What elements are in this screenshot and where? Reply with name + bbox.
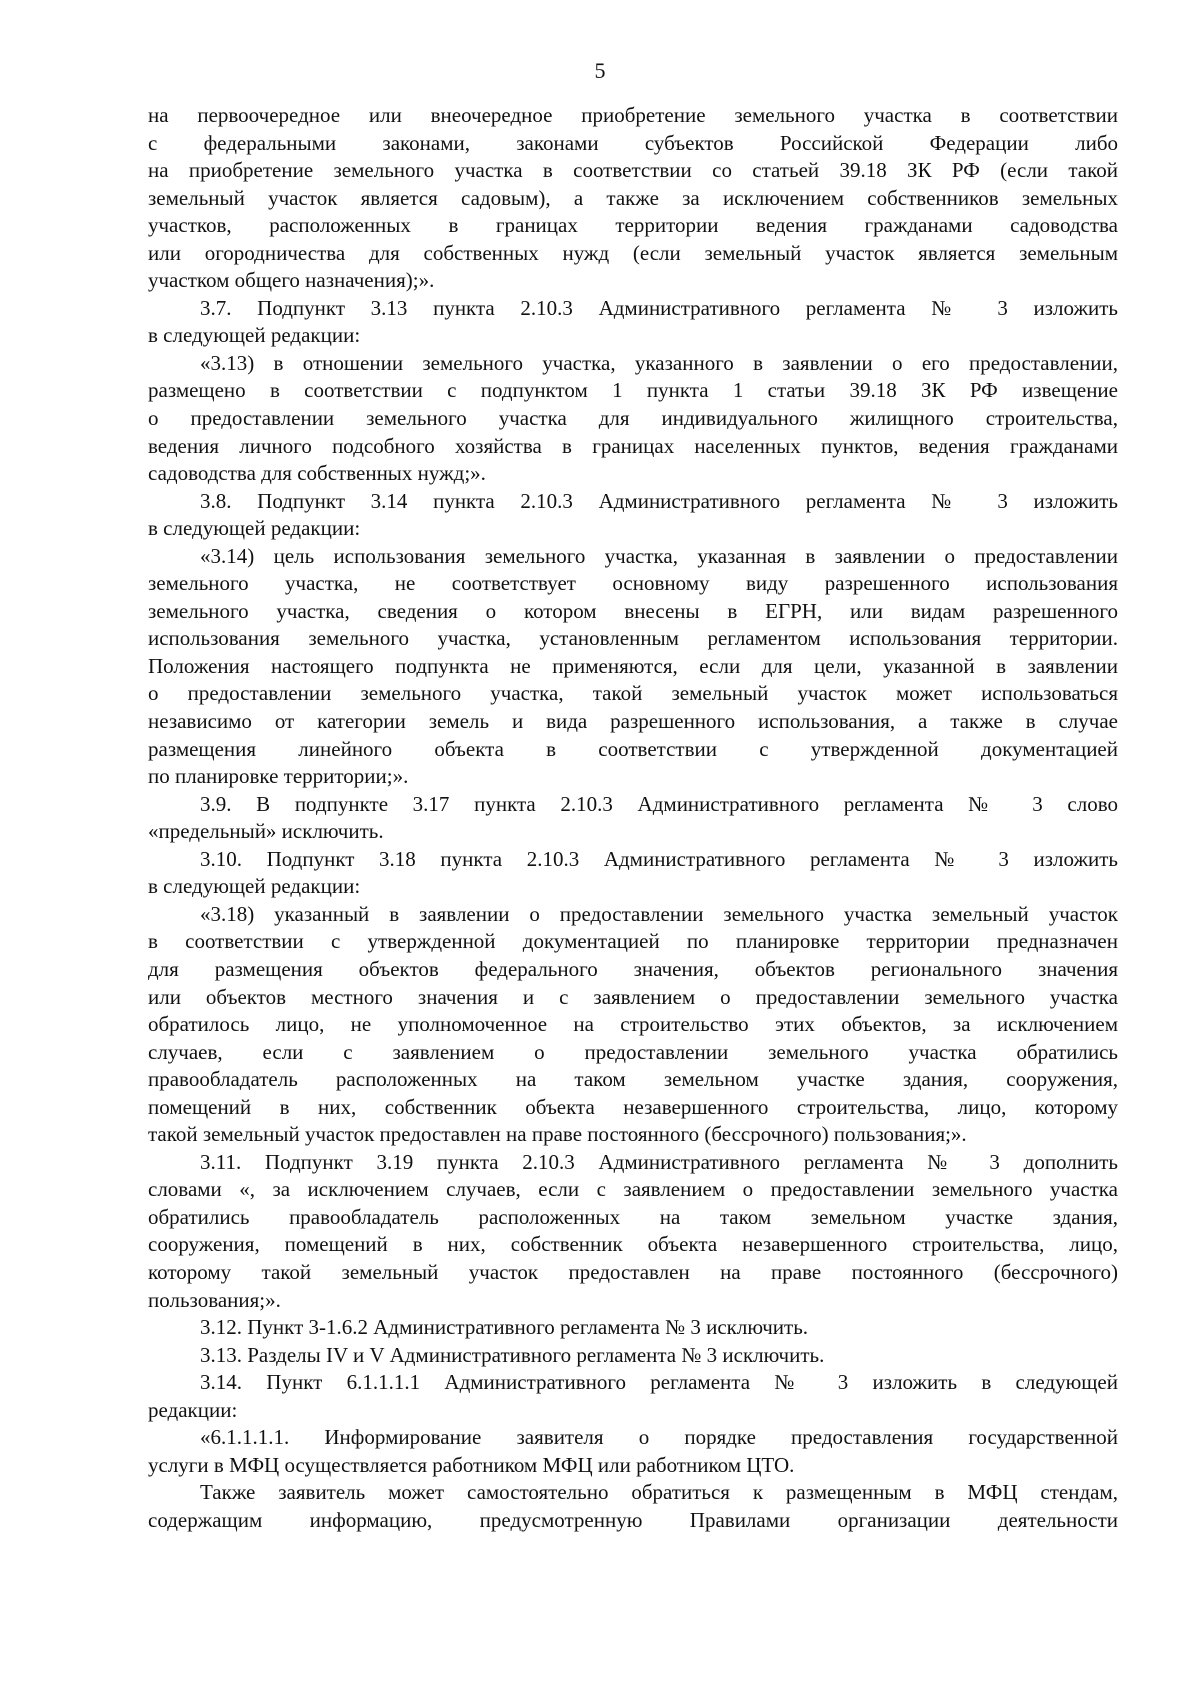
text-line: садоводства для собственных нужд;». [148, 461, 486, 486]
text-line: помещений в них, собственник объекта незавершенного строительства, лицо, которому [148, 1094, 1118, 1119]
text-line: 3.11. Подпункт 3.19 пункта 2.10.3 Административного регламента № 3 дополнить [200, 1149, 1118, 1174]
text-line: размещено в соответствии с подпунктом 1 пункта 1 статьи 39.18 ЗК РФ извещение [148, 378, 1118, 403]
text-line: или объектов местного значения и с заявлением о предоставлении земельного участка [148, 984, 1118, 1009]
page-number: 5 [594, 58, 606, 83]
text-line: обратились правообладатель расположенных на таком земельном участке здания, [148, 1204, 1118, 1229]
text-line: ведения личного подсобного хозяйства в границах населенных пунктов, ведения гражданами [148, 433, 1118, 458]
text-line: земельный участок является садовым), а также за исключением собственников земельных [148, 185, 1118, 210]
text-line: 3.7. Подпункт 3.13 пункта 2.10.3 Административного регламента № 3 изложить [200, 295, 1118, 320]
text-line: 3.10. Подпункт 3.18 пункта 2.10.3 Административного регламента № 3 изложить [200, 846, 1118, 871]
text-line: в следующей редакции: [148, 323, 361, 348]
text-line: которому такой земельный участок предоставлен на праве постоянного (бессрочного) [148, 1259, 1118, 1284]
text-line: для размещения объектов федерального значения, объектов регионального значения [148, 956, 1118, 981]
text-line: в следующей редакции: [148, 516, 361, 541]
text-line: в следующей редакции: [148, 874, 361, 899]
text-line: или огородничества для собственных нужд (если земельный участок является земельным [148, 240, 1118, 265]
text-line: пользования;». [148, 1287, 281, 1312]
text-line: «3.18) указанный в заявлении о предоставлении земельного участка земельный участок [200, 901, 1118, 926]
text-line: независимо от категории земель и вида разрешенного использования, а также в случае [148, 709, 1118, 734]
text-line: участком общего назначения);». [148, 268, 435, 293]
text-line: 3.9. В подпункте 3.17 пункта 2.10.3 Административного регламента № 3 слово [200, 791, 1118, 816]
text-line: по планировке территории;». [148, 764, 409, 789]
text-line: о предоставлении земельного участка для индивидуального жилищного строительства, [148, 406, 1118, 431]
text-line: в соответствии с утвержденной документацией по планировке территории предназначен [148, 929, 1118, 954]
text-line: «3.14) цель использования земельного участка, указанная в заявлении о предоставлении [200, 543, 1118, 568]
text-line: на первоочередное или внеочередное приобретение земельного участка в соответствии [148, 103, 1118, 127]
text-line: с федеральными законами, законами субъектов Российской Федерации либо [148, 130, 1118, 155]
text-line: Также заявитель может самостоятельно обратиться к размещенным в МФЦ стендам, [200, 1480, 1118, 1505]
text-line: 3.12. Пункт 3-1.6.2 Административного регламента № 3 исключить. [200, 1315, 809, 1340]
text-line: словами «, за исключением случаев, если с заявлением о предоставлении земельного участка [148, 1177, 1118, 1202]
text-line: 3.13. Разделы IV и V Административного регламента № 3 исключить. [200, 1342, 825, 1367]
text-line: случаев, если с заявлением о предоставлении земельного участка обратились [148, 1039, 1118, 1064]
text-line: услуги в МФЦ осуществляется работником МФЦ или работником ЦТО. [148, 1452, 795, 1477]
text-line: 3.8. Подпункт 3.14 пункта 2.10.3 Административного регламента № 3 изложить [200, 488, 1118, 513]
text-line: сооружения, помещений в них, собственник объекта незавершенного строительства, лицо, [148, 1232, 1118, 1257]
text-line: такой земельный участок предоставлен на праве постоянного (бессрочного) пользования;». [148, 1122, 967, 1147]
text-line: «6.1.1.1.1. Информирование заявителя о порядке предоставления государственной [200, 1425, 1118, 1450]
text-line: земельного участка, не соответствует основному виду разрешенного использования [148, 571, 1118, 596]
text-line: «3.13) в отношении земельного участка, указанного в заявлении о его предоставлении, [200, 350, 1118, 375]
text-line: «предельный» исключить. [148, 819, 384, 844]
document-body [148, 102, 1118, 1534]
text-line: обратилось лицо, не уполномоченное на строительство этих объектов, за исключением [148, 1012, 1118, 1037]
text-line: использования земельного участка, установленным регламентом использования территории. [148, 626, 1118, 651]
text-line: на приобретение земельного участка в соответствии со статьей 39.18 ЗК РФ (если такой [148, 158, 1118, 183]
text-line: земельного участка, сведения о котором внесены в ЕГРН, или видам разрешенного [148, 598, 1118, 623]
text-line: правообладатель расположенных на таком земельном участке здания, сооружения, [148, 1067, 1118, 1092]
text-line: редакции: [148, 1397, 238, 1422]
text-line: о предоставлении земельного участка, такой земельный участок может использоваться [148, 681, 1118, 706]
text-line: Положения настоящего подпункта не применяются, если для цели, указанной в заявлении [148, 653, 1118, 678]
text-line: участков, расположенных в границах территории ведения гражданами садоводства [148, 213, 1118, 238]
text-line: размещения линейного объекта в соответствии с утвержденной документацией [148, 736, 1118, 761]
text-line: содержащим информацию, предусмотренную Правилами организации деятельности [148, 1507, 1118, 1532]
text-line: 3.14. Пункт 6.1.1.1.1 Административного регламента № 3 изложить в следующей [200, 1370, 1118, 1395]
